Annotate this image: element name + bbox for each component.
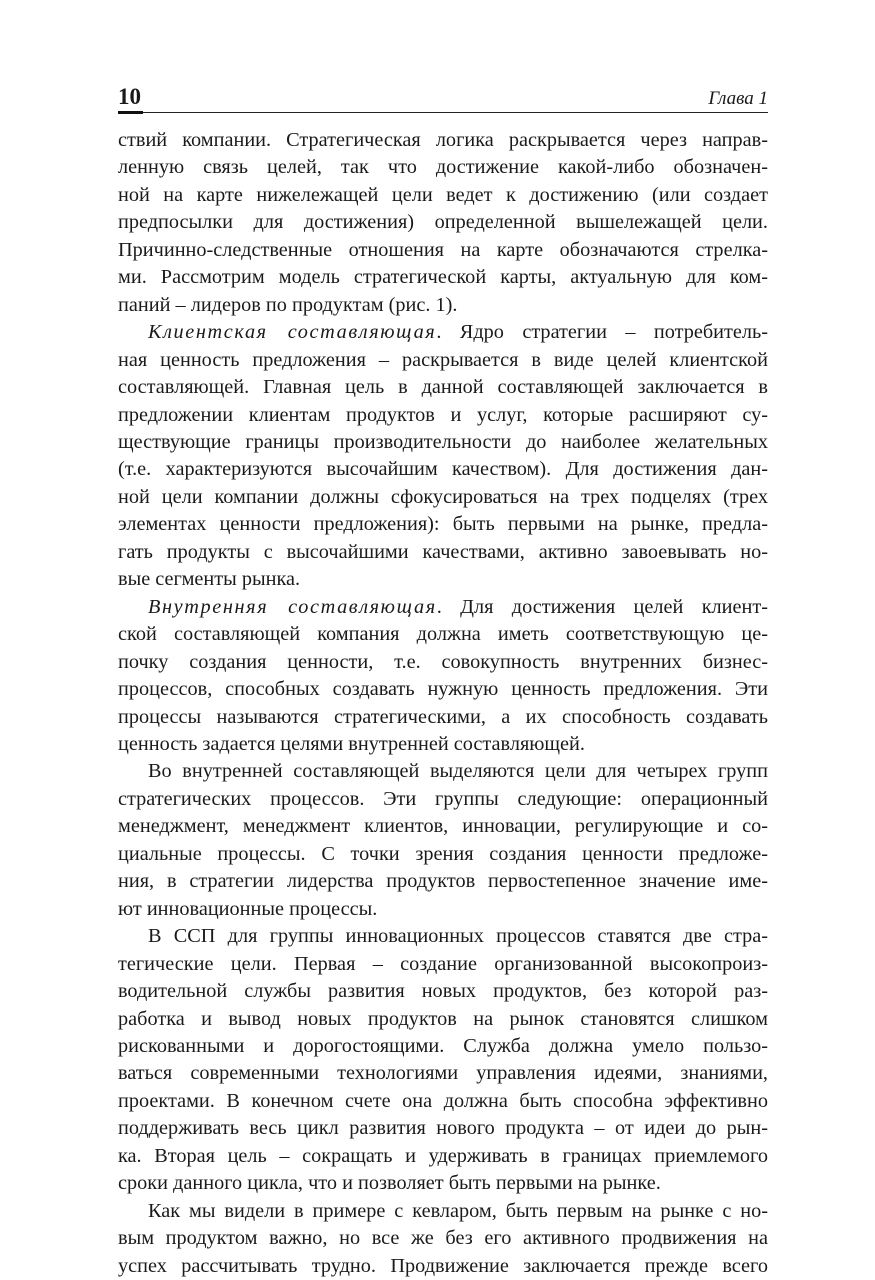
italic-lead: Клиентская составляющая xyxy=(148,321,437,344)
text-line xyxy=(118,1060,768,1087)
page-number-underline xyxy=(118,111,143,114)
line-text: Причинно-следственные отношения на карте обозначаются стрелка- xyxy=(118,238,768,261)
text-line xyxy=(118,676,768,703)
text-line xyxy=(118,758,768,785)
line-text: ской составляющей компания должна иметь соответствующую це- xyxy=(118,623,768,646)
text-line xyxy=(118,127,768,154)
line-text: ют инновационные процессы. xyxy=(118,897,378,920)
text-line xyxy=(118,868,768,895)
line-text: ка. Вторая цель – сокращать и удерживать в границах приемлемого xyxy=(118,1144,768,1167)
text-line xyxy=(118,319,768,346)
line-text: успех рассчитывать трудно. Продвижение заключается прежде всего xyxy=(118,1254,768,1277)
text-line xyxy=(118,896,768,923)
text-line xyxy=(118,456,768,483)
text-line xyxy=(118,786,768,813)
text-line xyxy=(118,539,768,566)
line-text: . Для достижения целей клиент- xyxy=(436,595,769,618)
text-line xyxy=(118,182,768,209)
text-line xyxy=(118,1198,768,1225)
line-text: рискованными и дорогостоящими. Служба должна умело пользо- xyxy=(118,1034,768,1057)
text-line xyxy=(118,1225,768,1252)
line-text: проектами. В конечном счете она должна быть способна эффективно xyxy=(118,1089,768,1112)
text-line xyxy=(118,1253,768,1280)
chapter-title: Глава 1 xyxy=(708,88,768,109)
text-line xyxy=(118,1143,768,1170)
line-text: Во внутренней составляющей выделяются цели для четырех групп xyxy=(148,760,768,783)
line-text: Как мы видели в примере с кевларом, быть первым на рынке с но- xyxy=(148,1199,768,1222)
line-text: предпосылки для достижения) определенной вышележащей цели. xyxy=(118,211,768,234)
line-text: . Ядро стратегии – потребитель- xyxy=(436,321,769,344)
text-line xyxy=(118,237,768,264)
line-text: вые сегменты рынка. xyxy=(118,568,301,591)
text-line xyxy=(118,1033,768,1060)
line-text: почку создания ценности, т.е. совокупность внутренних бизнес- xyxy=(118,650,768,673)
line-text: ваться современными технологиями управления идеями, знаниями, xyxy=(118,1062,768,1085)
text-line xyxy=(118,704,768,731)
page-number: 10 xyxy=(118,84,141,109)
line-text: менеджмент, менеджмент клиентов, инновации, регулирующие и со- xyxy=(118,815,768,838)
line-text: процессы называются стратегическими, а их способность создавать xyxy=(118,705,768,728)
line-text: ленную связь целей, так что достижение какой-либо обозначен- xyxy=(118,156,768,179)
text-line xyxy=(118,813,768,840)
line-text: тегические цели. Первая – создание организованной высокопроиз- xyxy=(118,952,768,975)
text-line xyxy=(118,621,768,648)
text-line xyxy=(118,292,768,319)
text-line xyxy=(118,1088,768,1115)
line-text: предложении клиентам продуктов и услуг, которые расширяют су- xyxy=(118,403,768,426)
line-text: гать продукты с высочайшими качествами, активно завоевывать но- xyxy=(118,540,768,563)
line-text: сроки данного цикла, что и позволяет быть первыми на рынке. xyxy=(118,1172,661,1195)
running-header xyxy=(118,86,768,113)
line-text: (т.е. характеризуются высочайшим качеством). Для достижения дан- xyxy=(118,458,768,481)
text-line xyxy=(118,484,768,511)
line-text: В ССП для группы инновационных процессов ставятся две стра- xyxy=(148,925,768,948)
line-text: ценность задается целями внутренней составляющей. xyxy=(118,732,585,755)
text-line xyxy=(118,1006,768,1033)
body-text xyxy=(118,127,768,1280)
line-text: паний – лидеров по продуктам (рис. 1). xyxy=(118,293,458,316)
text-line xyxy=(118,347,768,374)
text-line xyxy=(118,1115,768,1142)
text-line xyxy=(118,429,768,456)
line-text: ной цели компании должны сфокусироваться на трех подцелях (трех xyxy=(118,485,768,508)
line-text: процессов, способных создавать нужную ценность предложения. Эти xyxy=(118,678,768,701)
text-line xyxy=(118,649,768,676)
text-line xyxy=(118,154,768,181)
line-text: составляющей. Главная цель в данной составляющей заключается в xyxy=(118,376,768,399)
line-text: водительной службы развития новых продуктов, без которой раз- xyxy=(118,980,768,1003)
line-text: поддерживать весь цикл развития нового продукта – от идеи до рын- xyxy=(118,1117,768,1140)
line-text: ной на карте нижележащей цели ведет к достижению (или создает xyxy=(118,183,768,206)
text-line xyxy=(118,511,768,538)
line-text: циальные процессы. С точки зрения создания ценности предложе- xyxy=(118,842,768,865)
line-text: ми. Рассмотрим модель стратегической карты, актуальную для ком- xyxy=(118,266,768,289)
text-line xyxy=(118,923,768,950)
text-line xyxy=(118,374,768,401)
italic-lead: Внутренняя составляющая xyxy=(148,595,437,618)
paragraph xyxy=(118,319,768,594)
paragraph xyxy=(118,127,768,319)
text-line xyxy=(118,951,768,978)
text-line xyxy=(118,594,768,621)
text-line xyxy=(118,841,768,868)
line-text: элементах ценности предложения): быть первыми на рынке, предла- xyxy=(118,513,768,536)
paragraph xyxy=(118,1198,768,1280)
line-text: работка и вывод новых продуктов на рынок становятся слишком xyxy=(118,1007,768,1030)
line-text: ния, в стратегии лидерства продуктов первостепенное значение име- xyxy=(118,870,768,893)
text-line xyxy=(118,264,768,291)
line-text: стратегических процессов. Эти группы следующие: операционный xyxy=(118,787,768,810)
text-line xyxy=(118,1170,768,1197)
paragraph xyxy=(118,594,768,759)
line-text: вым продуктом важно, но все же без его активного продвижения на xyxy=(118,1227,768,1250)
line-text: ствий компании. Стратегическая логика раскрывается через направ- xyxy=(118,129,768,151)
line-text: ная ценность предложения – раскрывается в виде целей клиентской xyxy=(118,348,768,371)
text-line xyxy=(118,209,768,236)
line-text: ществующие границы производительности до наиболее желательных xyxy=(118,430,768,453)
paragraph xyxy=(118,923,768,1198)
paragraph xyxy=(118,758,768,923)
text-line xyxy=(118,978,768,1005)
text-line xyxy=(118,731,768,758)
text-line xyxy=(118,566,768,593)
text-line xyxy=(118,402,768,429)
